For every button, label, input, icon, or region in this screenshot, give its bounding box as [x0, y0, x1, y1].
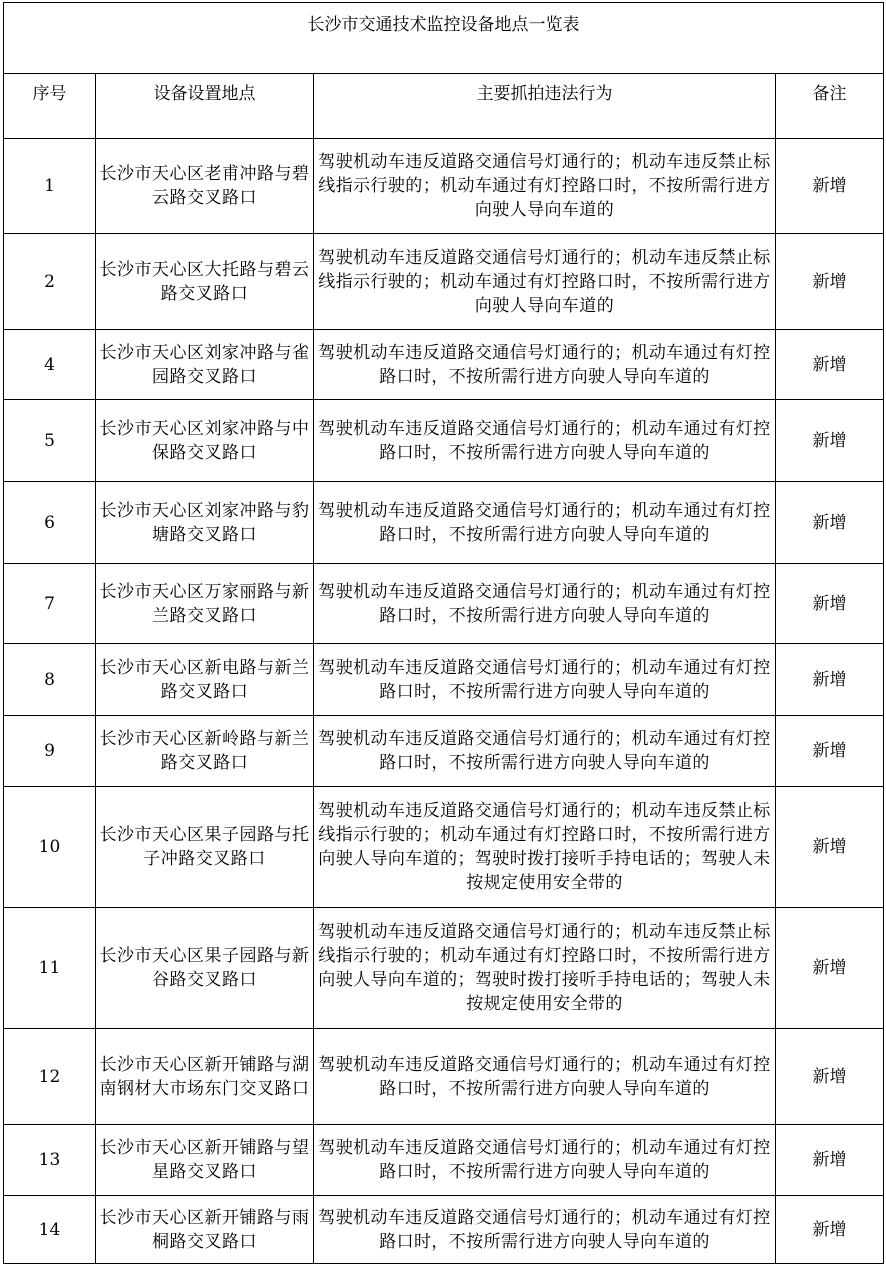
table-row — [4, 564, 884, 644]
cell-location: 长沙市天心区新岭路与新兰路交叉路口 — [96, 716, 314, 787]
cell-violations: 驾驶机动车违反道路交通信号灯通行的；机动车通过有灯控路口时，不按所需行进方向驶人导向车道的 — [314, 400, 776, 482]
cell-no: 11 — [4, 908, 96, 1029]
cell-note: 新增 — [776, 1029, 884, 1125]
cell-location: 长沙市天心区新电路与新兰路交叉路口 — [96, 644, 314, 716]
cell-violations: 驾驶机动车违反道路交通信号灯通行的；机动车通过有灯控路口时，不按所需行进方向驶人导向车道的 — [314, 330, 776, 400]
header-no: 序号 — [4, 74, 96, 139]
table-title: 长沙市交通技术监控设备地点一览表 — [4, 3, 884, 74]
cell-note: 新增 — [776, 400, 884, 482]
table-row — [4, 908, 884, 1029]
table-row — [4, 330, 884, 400]
cell-location: 长沙市天心区果子园路与新谷路交叉路口 — [96, 908, 314, 1029]
table-row — [4, 787, 884, 908]
cell-no: 8 — [4, 644, 96, 716]
cell-violations: 驾驶机动车违反道路交通信号灯通行的；机动车违反禁止标线指示行驶的；机动车通过有灯控路口时，不按所需行进方向驶人导向车道的；驾驶时拨打接听手持电话的；驾驶人未按规定使用安全带的 — [314, 787, 776, 908]
cell-no: 7 — [4, 564, 96, 644]
cell-no: 9 — [4, 716, 96, 787]
cell-violations: 驾驶机动车违反道路交通信号灯通行的；机动车通过有灯控路口时，不按所需行进方向驶人导向车道的 — [314, 1196, 776, 1264]
table-row — [4, 139, 884, 234]
cell-note: 新增 — [776, 716, 884, 787]
cell-location: 长沙市天心区新开铺路与湖南钢材大市场东门交叉路口 — [96, 1029, 314, 1125]
cell-no: 2 — [4, 234, 96, 330]
table-row — [4, 400, 884, 482]
cell-note: 新增 — [776, 564, 884, 644]
device-location-table — [3, 2, 884, 1264]
cell-violations: 驾驶机动车违反道路交通信号灯通行的；机动车通过有灯控路口时，不按所需行进方向驶人导向车道的 — [314, 716, 776, 787]
cell-location: 长沙市天心区刘家冲路与雀园路交叉路口 — [96, 330, 314, 400]
table-row — [4, 1125, 884, 1196]
table-row — [4, 716, 884, 787]
cell-location: 长沙市天心区新开铺路与雨桐路交叉路口 — [96, 1196, 314, 1264]
cell-location: 长沙市天心区大托路与碧云路交叉路口 — [96, 234, 314, 330]
cell-no: 4 — [4, 330, 96, 400]
cell-location: 长沙市天心区果子园路与托子冲路交叉路口 — [96, 787, 314, 908]
title-row — [4, 3, 884, 74]
cell-no: 14 — [4, 1196, 96, 1264]
header-note: 备注 — [776, 74, 884, 139]
cell-note: 新增 — [776, 330, 884, 400]
cell-location: 长沙市天心区万家丽路与新兰路交叉路口 — [96, 564, 314, 644]
cell-no: 5 — [4, 400, 96, 482]
cell-no: 13 — [4, 1125, 96, 1196]
cell-note: 新增 — [776, 644, 884, 716]
cell-no: 12 — [4, 1029, 96, 1125]
cell-note: 新增 — [776, 139, 884, 234]
cell-no: 6 — [4, 482, 96, 564]
table-row — [4, 644, 884, 716]
cell-violations: 驾驶机动车违反道路交通信号灯通行的；机动车违反禁止标线指示行驶的；机动车通过有灯控路口时，不按所需行进方向驶人导向车道的；驾驶时拨打接听手持电话的；驾驶人未按规定使用安全带的 — [314, 908, 776, 1029]
cell-note: 新增 — [776, 1125, 884, 1196]
cell-violations: 驾驶机动车违反道路交通信号灯通行的；机动车通过有灯控路口时，不按所需行进方向驶人导向车道的 — [314, 1125, 776, 1196]
header-row — [4, 74, 884, 139]
cell-no: 10 — [4, 787, 96, 908]
header-location: 设备设置地点 — [96, 74, 314, 139]
table-row — [4, 482, 884, 564]
cell-violations: 驾驶机动车违反道路交通信号灯通行的；机动车违反禁止标线指示行驶的；机动车通过有灯控路口时，不按所需行进方向驶人导向车道的 — [314, 234, 776, 330]
cell-note: 新增 — [776, 908, 884, 1029]
cell-note: 新增 — [776, 787, 884, 908]
table-row — [4, 1196, 884, 1264]
cell-violations: 驾驶机动车违反道路交通信号灯通行的；机动车通过有灯控路口时，不按所需行进方向驶人导向车道的 — [314, 564, 776, 644]
cell-no: 1 — [4, 139, 96, 234]
cell-violations: 驾驶机动车违反道路交通信号灯通行的；机动车违反禁止标线指示行驶的；机动车通过有灯控路口时，不按所需行进方向驶人导向车道的 — [314, 139, 776, 234]
cell-note: 新增 — [776, 482, 884, 564]
header-violations: 主要抓拍违法行为 — [314, 74, 776, 139]
cell-location: 长沙市天心区刘家冲路与豹塘路交叉路口 — [96, 482, 314, 564]
table-row — [4, 1029, 884, 1125]
cell-violations: 驾驶机动车违反道路交通信号灯通行的；机动车通过有灯控路口时，不按所需行进方向驶人导向车道的 — [314, 644, 776, 716]
cell-location: 长沙市天心区老甫冲路与碧云路交叉路口 — [96, 139, 314, 234]
cell-location: 长沙市天心区新开铺路与望星路交叉路口 — [96, 1125, 314, 1196]
cell-violations: 驾驶机动车违反道路交通信号灯通行的；机动车通过有灯控路口时，不按所需行进方向驶人导向车道的 — [314, 482, 776, 564]
cell-note: 新增 — [776, 234, 884, 330]
cell-location: 长沙市天心区刘家冲路与中保路交叉路口 — [96, 400, 314, 482]
cell-violations: 驾驶机动车违反道路交通信号灯通行的；机动车通过有灯控路口时，不按所需行进方向驶人导向车道的 — [314, 1029, 776, 1125]
table-row — [4, 234, 884, 330]
cell-note: 新增 — [776, 1196, 884, 1264]
